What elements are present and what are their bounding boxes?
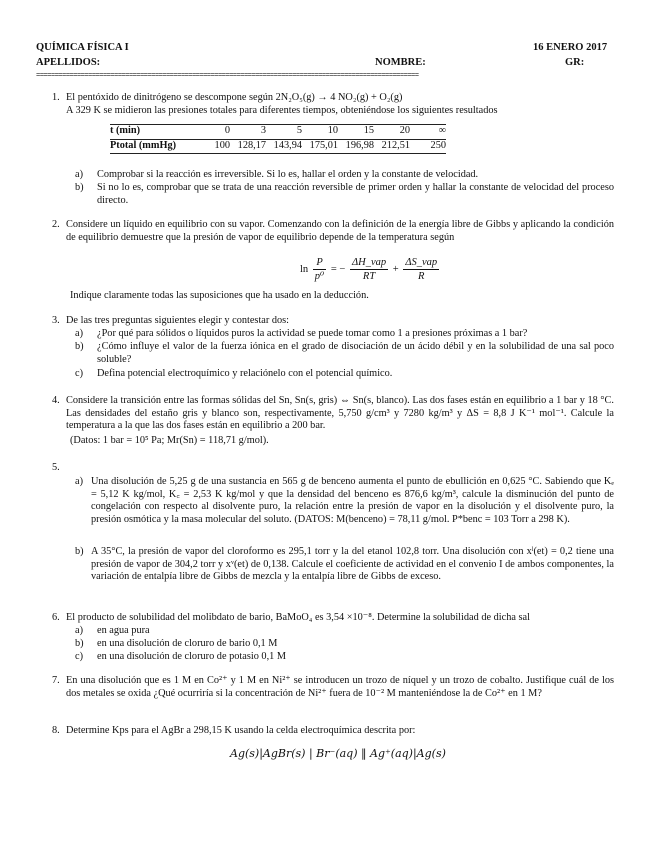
- q4-statement: Considere la transición entre las formas sólidas del Sn, Sn(s, gris) ⇔ Sn(s, blanco). Las dos fases están en equilibrio a 1 bar y 18 °C. Las densidades del estaño gris y blanco son, respectivamente, 5,750 g/cm³ y 7280 kg/m³ y ΔS = 8,8 J K⁻¹ mol⁻¹. Calcule la temperatura a la que las dos fases están en equilibrio a 200 bar.: [66, 395, 614, 432]
- table-header-time: t (min): [110, 125, 194, 140]
- eq-plus: +: [392, 263, 399, 275]
- q6b-text: en una disolución de cloruro de bario 0,1 M: [97, 638, 278, 649]
- eq-fraction-h: $\frac{\text{ΔH\_vap}}{RT}$: [351, 257, 387, 282]
- pressure-table: [110, 124, 446, 154]
- eq-ln: ln: [300, 263, 309, 275]
- q5b-text: A 35°C, la presión de vapor del cloroformo es 295,1 torr y la del etanol 102,8 torr. Una disolución con xˡ(et) = 0,2 tiene una presión de vapor de 304,2 torr y xᵛ(et) de 0,138. Calcule el coeficiente de actividad en el convenio I de ambos componentes, la variación de entalpía libre de Gibbs de mezcla y la entalpía libre de Gibbs de exceso.: [91, 546, 614, 583]
- q6a-label: a): [75, 625, 83, 636]
- table-cell: 196,98: [338, 139, 374, 154]
- apellidos-label: APELLIDOS:: [36, 57, 101, 68]
- q1b-label: b): [75, 182, 84, 193]
- q6c-label: c): [75, 651, 83, 662]
- q8-statement: Determine Kps para el AgBr a 298,15 K usando la celda electroquímica descrita por:: [66, 725, 416, 736]
- q5b-label: b): [75, 546, 84, 557]
- q3c-label: c): [75, 368, 83, 379]
- table-cell: 175,01: [302, 139, 338, 154]
- clausius-clapeyron-equation: [300, 256, 441, 283]
- q3a-text: ¿Por qué para sólidos o líquidos puros la actividad se puede tomar como 1 a presiones próximas a 1 bar?: [97, 328, 528, 339]
- q3b-text: ¿Cómo influye el valor de la fuerza iónica en el grado de disociación de un ácido débil y en la solubilidad de una sal poco soluble?: [97, 341, 614, 365]
- electrochemical-cell-notation: Ag(s)|AgBr(s) | Br⁻(aq) ‖ Ag⁺(aq)|Ag(s): [230, 747, 446, 760]
- q4-number: 4.: [52, 395, 60, 406]
- table-cell: 3: [230, 125, 266, 140]
- course-title: QUÍMICA FÍSICA I: [36, 42, 129, 53]
- q7-statement: En una disolución que es 1 M en Co²⁺ y 1 M en Ni²⁺ se introducen un trozo de níquel y un trozo de cobalto. Justifique cuál de los dos metales se oxida ¿Qué ocurriría si la concentración de Ni²⁺ fuera de 10⁻² M manteniéndose la de Co²⁺ en 1 M?: [66, 675, 614, 699]
- q4-data: (Datos: 1 bar = 10⁵ Pa; Mr(Sn) = 118,71 g/mol).: [70, 435, 269, 446]
- q6c-text: en una disolución de cloruro de potasio 0,1 M: [97, 651, 287, 662]
- table-cell: 20: [374, 125, 410, 140]
- eq-fraction-p: $\frac{P}{\text{p⁰}}$: [314, 257, 325, 282]
- q3-number: 3.: [52, 315, 60, 326]
- q2-number: 2.: [52, 219, 60, 230]
- separator-line: =======================================================================================================: [36, 72, 419, 80]
- q3a-label: a): [75, 328, 83, 339]
- q6b-label: b): [75, 638, 84, 649]
- table-row: [110, 139, 446, 154]
- grupo-label: GR:: [565, 57, 585, 68]
- exam-date: 16 ENERO 2017: [533, 42, 608, 53]
- q1-number: 1.: [52, 92, 60, 103]
- eq-fraction-s: $\frac{\text{ΔS\_vap}}{R}$: [405, 257, 438, 282]
- table-cell: ∞: [410, 125, 446, 140]
- table-cell: 100: [194, 139, 230, 154]
- table-cell: 15: [338, 125, 374, 140]
- q1-statement-2: A 329 K se midieron las presiones totales para diferentes tiempos, obteniéndose los siguientes resultados: [66, 105, 498, 116]
- q3-statement: De las tres preguntas siguientes elegir y contestar dos:: [66, 315, 290, 326]
- table-cell: 143,94: [266, 139, 302, 154]
- table-cell: 10: [302, 125, 338, 140]
- q2-statement: Considere un líquido en equilibrio con su vapor. Comenzando con la definición de la energía libre de Gibbs y aplicando la condición de equilibrio demuestre que la presión de vapor de equilibrio depende de la temperatura según: [66, 219, 614, 243]
- q5-number: 5.: [52, 462, 60, 473]
- q7-number: 7.: [52, 675, 60, 686]
- q6-number: 6.: [52, 612, 60, 623]
- q8-number: 8.: [52, 725, 60, 736]
- table-cell: 0: [194, 125, 230, 140]
- eq-equals: = −: [330, 263, 346, 275]
- q1a-text: Comprobar si la reacción es irreversible. Si lo es, hallar el orden y la constante de velocidad.: [97, 169, 479, 180]
- table-cell: 128,17: [230, 139, 266, 154]
- table-cell: 5: [266, 125, 302, 140]
- q6a-text: en agua pura: [97, 625, 150, 636]
- q3c-text: Defina potencial electroquímico y relaciónelo con el potencial químico.: [97, 368, 393, 379]
- table-cell: 250: [410, 139, 446, 154]
- nombre-label: NOMBRE:: [375, 57, 426, 68]
- table-cell: 212,51: [374, 139, 410, 154]
- table-header-pressure: Ptotal (mmHg): [110, 139, 194, 154]
- q2-note: Indique claramente todas las suposiciones que ha usado en la deducción.: [70, 290, 369, 301]
- table-row: [110, 125, 446, 140]
- q6-statement: El producto de solubilidad del molibdato de bario, BaMoO₄ es 3,54 ×10⁻⁸. Determine la solubilidad de dicha sal: [66, 612, 530, 623]
- q1a-label: a): [75, 169, 83, 180]
- q5a-text: Una disolución de 5,25 g de una sustancia en 565 g de benceno aumenta el punto de ebullición en 0,625 °C. Sabiendo que Kₑ = 5,12 K kg/mol, K꜀ = 2,53 K kg/mol y que la densidad del benceno es 876,6 kg/m³, calcule la disminución del punto de congelación con respecto al disolvente puro, la relación entre la presión de vapor en la disolución y el disolvente puro, la presión osmótica y la masa molecular del soluto. (DATOS: M(benceno) = 78,11 g/mol. P*benc = 103 Torr a 298 K).: [91, 476, 614, 525]
- q1b-text: Si no lo es, comprobar que se trata de una reacción reversible de primer orden y hallar la constante de velocidad del proceso directo.: [97, 182, 614, 206]
- q5a-label: a): [75, 476, 83, 487]
- q1-statement: El pentóxido de dinitrógeno se descompone según 2N₂O₅(g) → 4 NO₂(g) + O₂(g): [66, 92, 403, 103]
- q3b-label: b): [75, 341, 84, 352]
